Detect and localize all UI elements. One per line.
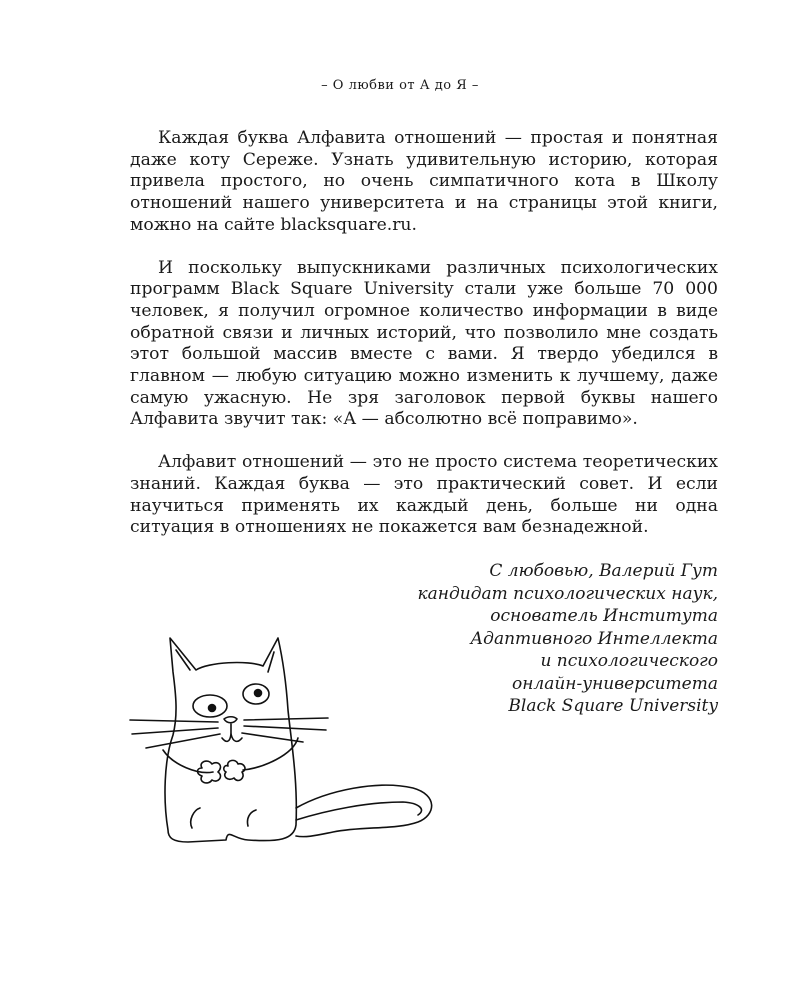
paragraph-2: И поскольку выпускниками различных психологических программ Black Square University стали уже больше 70 000 человек, я получил огромное количество информации в виде обратной связи и личных историй, что позволило мне создать этот большой массив вместе с вами. Я твердо убедился в главном — любую ситуацию можно изменить к лучшему, даже самую ужасную. Не зря заголовок первой буквы нашего Алфавита звучит так: «А — абсолютно всё поправимо». bbox=[130, 257, 718, 430]
paragraph-1: Каждая буква Алфавита отношений — простая и понятная даже коту Сереже. Узнать удивительную историю, которая привела простого, но очень симпатичного кота в Школу отношений нашего университета и на страницы этой книги, можно на сайте blacksquare.ru. bbox=[130, 128, 718, 235]
cat-tail bbox=[296, 785, 432, 836]
signature-line: кандидат психологических наук, bbox=[417, 583, 718, 604]
signature-line: основатель Института bbox=[490, 606, 718, 626]
signature-line: Адаптивного Интеллекта bbox=[470, 628, 718, 649]
main-text bbox=[130, 128, 718, 560]
signature-line: онлайн-университета bbox=[511, 673, 718, 694]
paragraph-3: Алфавит отношений — это не просто система теоретических знаний. Каждая буква — это практический совет. И если научиться применять их каждый день, больше ни одна ситуация в отношениях не покажется вам безнадежной. bbox=[130, 452, 718, 538]
cat-illustration bbox=[128, 630, 438, 850]
running-header: – О любви от А до Я – bbox=[321, 78, 479, 93]
signature-line: С любовью, Валерий Гут bbox=[489, 561, 718, 581]
cat-nose bbox=[224, 717, 237, 723]
signature-line: Black Square University bbox=[508, 696, 718, 716]
signature-line: и психологического bbox=[540, 651, 718, 671]
